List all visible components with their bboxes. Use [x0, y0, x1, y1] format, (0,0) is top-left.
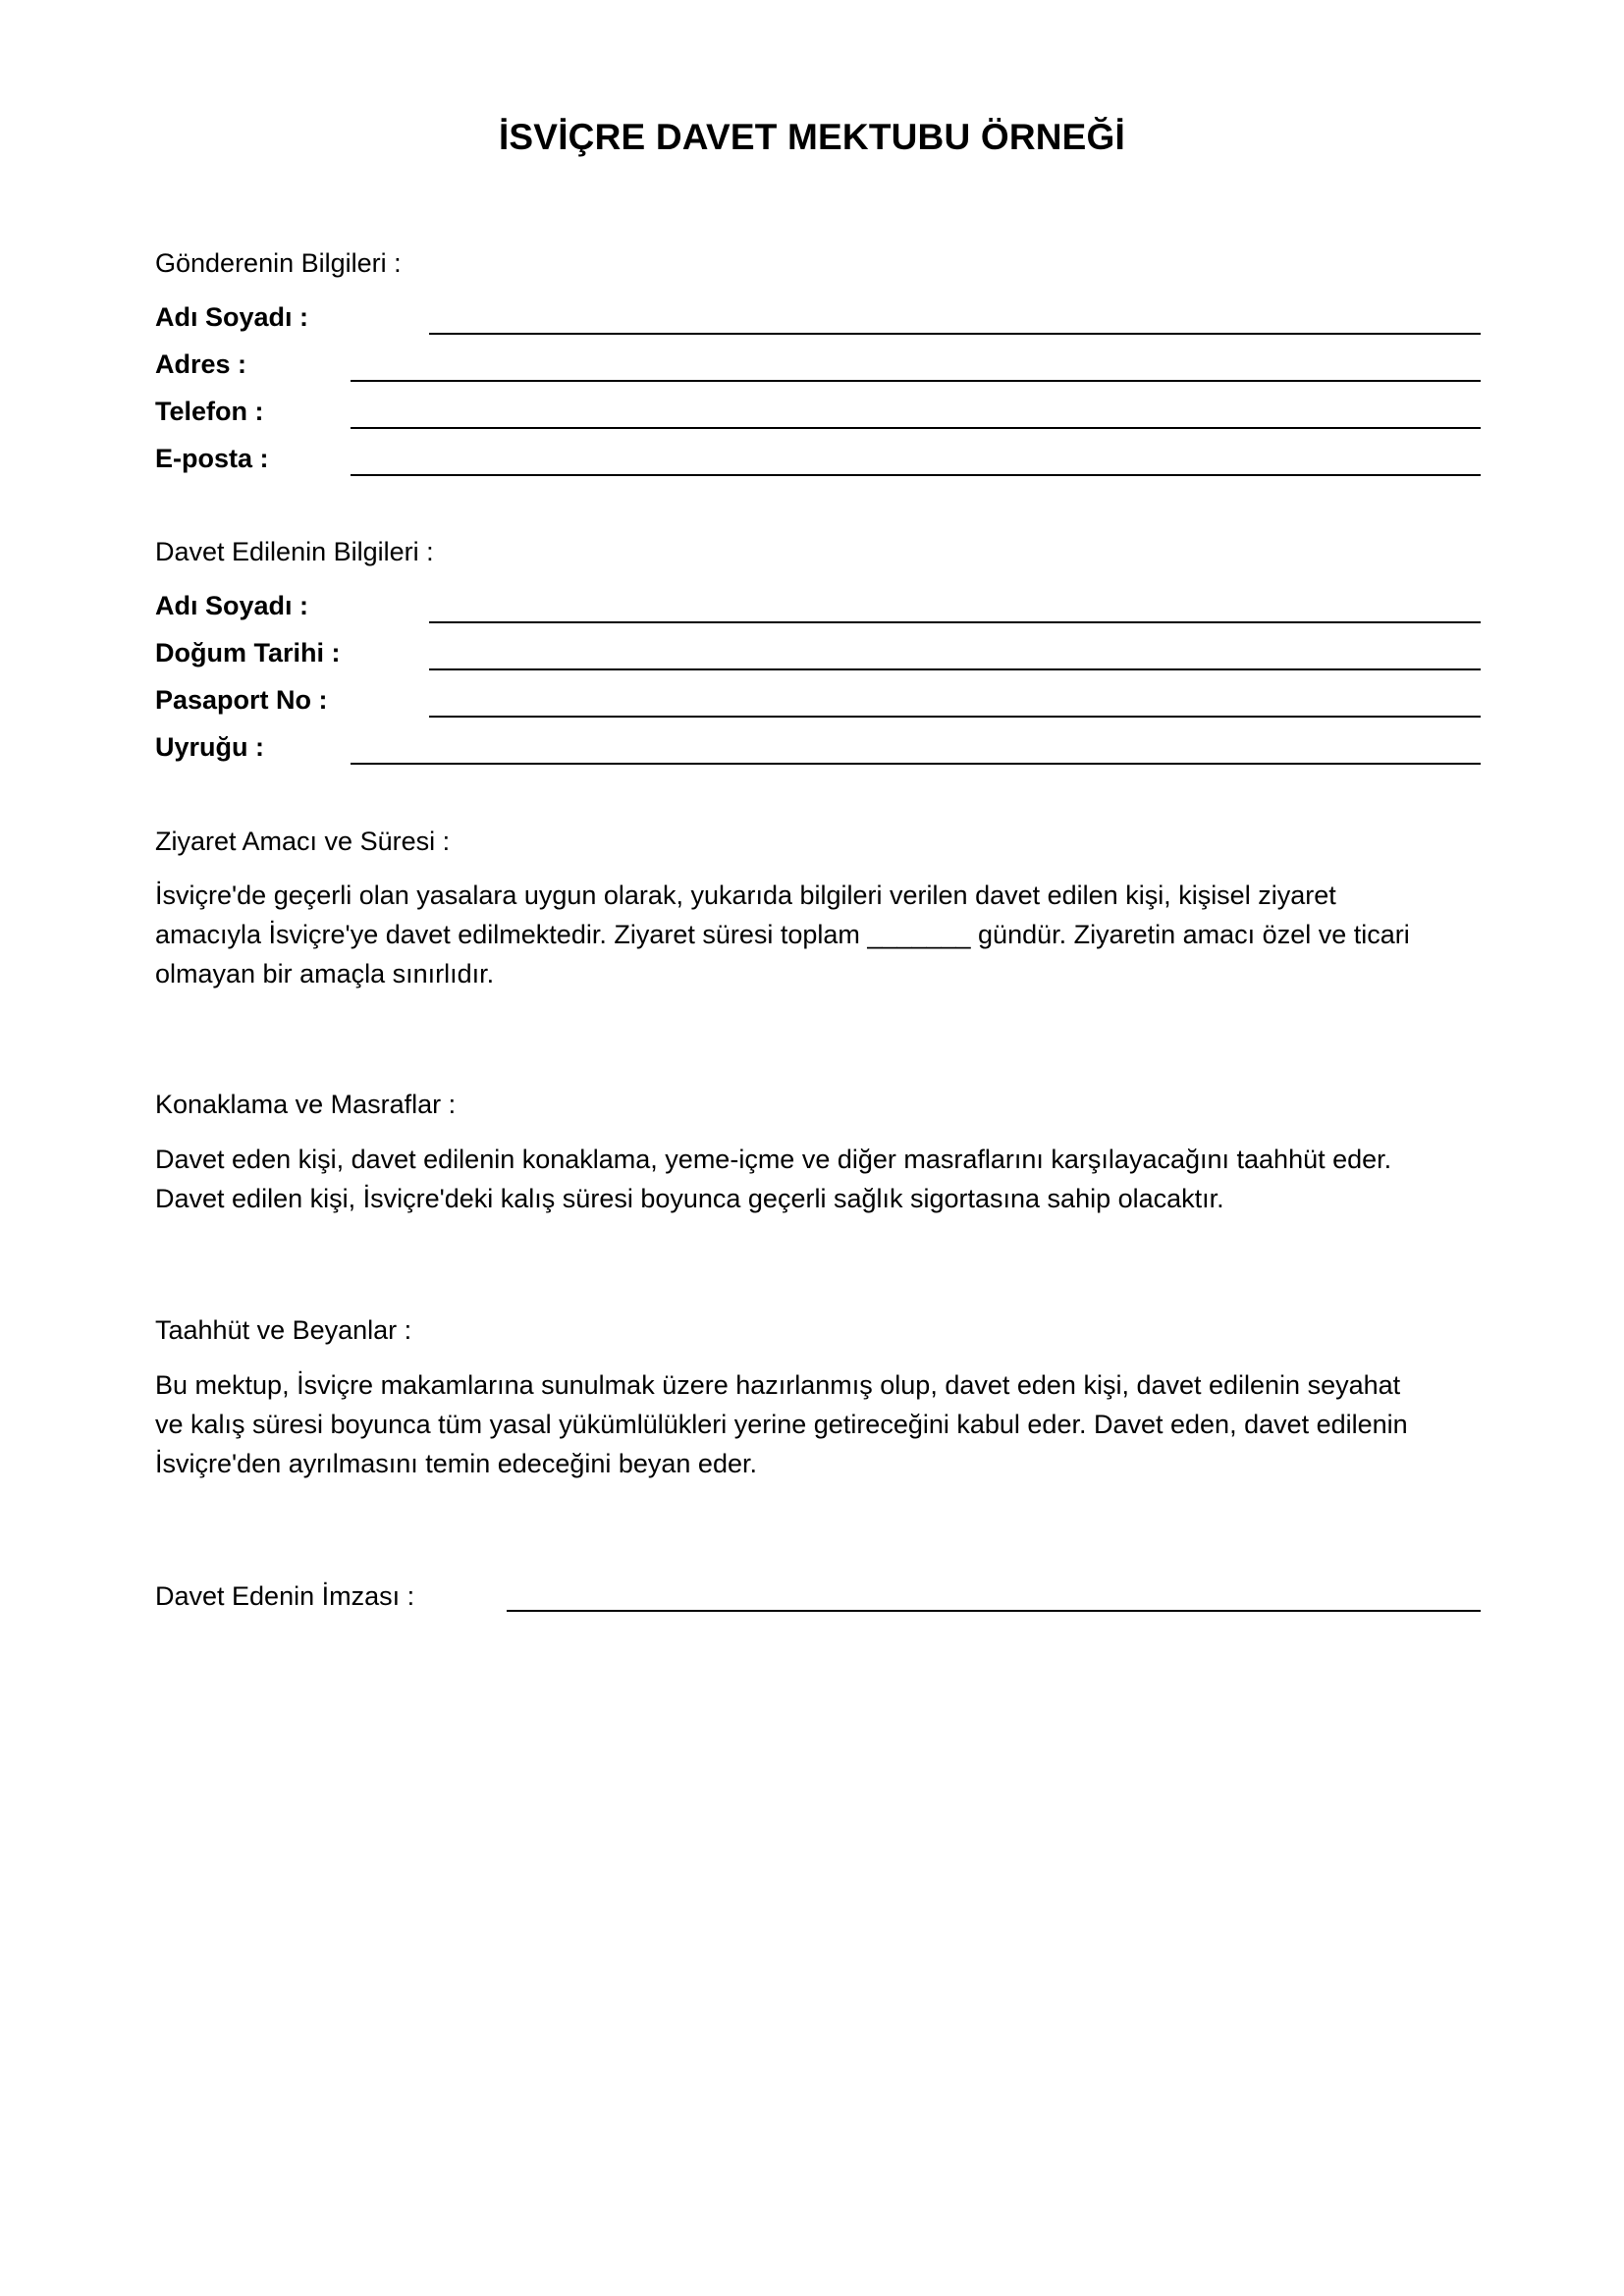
sender-heading: Gönderenin Bilgileri :	[155, 248, 402, 278]
visit-heading: Ziyaret Amacı ve Süresi :	[155, 827, 451, 856]
sender-email-line[interactable]	[351, 474, 1481, 476]
accommodation-line: Davet edilen kişi, İsviçre'deki kalış süresi boyunca geçerli sağlık sigortasına sahip olacaktır.	[155, 1184, 1224, 1213]
visit-line: olmayan bir amaçla sınırlıdır.	[155, 959, 495, 988]
commitments-paragraph	[155, 1365, 1490, 1483]
commitments-line: Bu mektup, İsviçre makamlarına sunulmak üzere hazırlanmış olup, davet eden kişi, davet edilenin seyahat	[155, 1370, 1401, 1400]
sender-phone-label: Telefon :	[155, 397, 264, 426]
document-title: İSVİÇRE DAVET MEKTUBU ÖRNEĞİ	[498, 117, 1126, 157]
accommodation-paragraph	[155, 1140, 1490, 1218]
invitee-passport-label: Pasaport No :	[155, 685, 328, 715]
sender-name-line[interactable]	[429, 333, 1481, 335]
invitee-birthdate-label: Doğum Tarihi :	[155, 638, 341, 667]
sender-address-label: Adres :	[155, 349, 247, 379]
invitee-name-line[interactable]	[429, 621, 1481, 623]
sender-phone-line[interactable]	[351, 427, 1481, 429]
commitments-heading: Taahhüt ve Beyanlar :	[155, 1315, 412, 1345]
sender-address-line[interactable]	[351, 380, 1481, 382]
visit-line: amacıyla İsviçre'ye davet edilmektedir. Ziyaret süresi toplam _______ gündür. Ziyaretin amacı özel ve ticari	[155, 920, 1410, 949]
visit-paragraph	[155, 876, 1490, 993]
sender-email-label: E-posta :	[155, 444, 269, 473]
invitee-birthdate-line[interactable]	[429, 668, 1481, 670]
commitments-line: İsviçre'den ayrılmasını temin edeceğini beyan eder.	[155, 1449, 757, 1478]
invitee-nationality-line[interactable]	[351, 763, 1481, 765]
accommodation-line: Davet eden kişi, davet edilenin konaklama, yeme-içme ve diğer masraflarını karşılayacağını taahhüt eder.	[155, 1145, 1392, 1174]
invitee-passport-line[interactable]	[429, 716, 1481, 718]
sender-name-label: Adı Soyadı :	[155, 302, 309, 332]
invitee-nationality-label: Uyruğu :	[155, 732, 264, 762]
invitee-heading: Davet Edilenin Bilgileri :	[155, 537, 434, 566]
signature-label: Davet Edenin İmzası :	[155, 1581, 415, 1611]
visit-line: İsviçre'de geçerli olan yasalara uygun olarak, yukarıda bilgileri verilen davet edilen kişi, kişisel ziyaret	[155, 881, 1336, 910]
commitments-line: ve kalış süresi boyunca tüm yasal yükümlülükleri yerine getireceğini kabul eder. Davet eden, davet edilenin	[155, 1410, 1408, 1439]
accommodation-heading: Konaklama ve Masraflar :	[155, 1090, 457, 1119]
invitee-name-label: Adı Soyadı :	[155, 591, 309, 620]
signature-line[interactable]	[507, 1610, 1481, 1612]
